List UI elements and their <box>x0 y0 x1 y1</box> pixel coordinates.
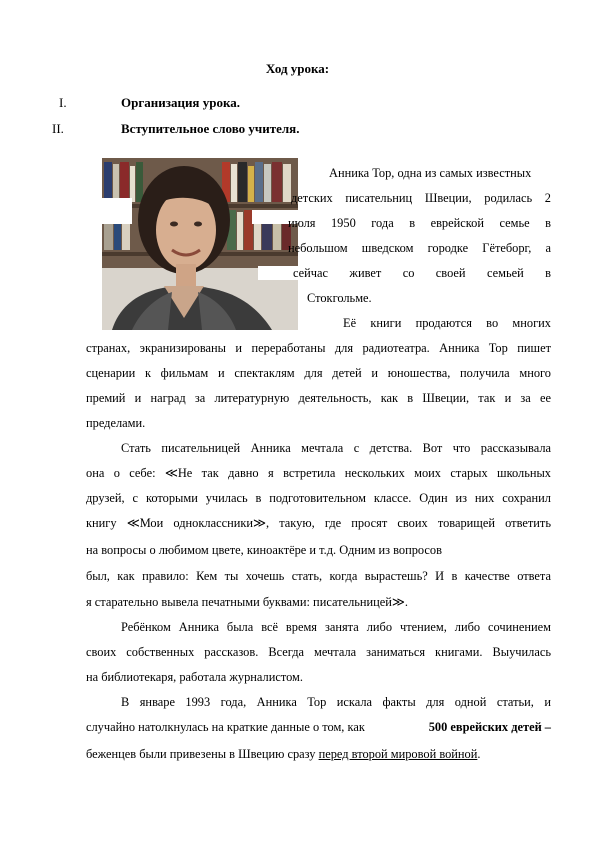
para1-line-6: Стокгольме. <box>307 291 372 305</box>
author-photo <box>72 158 298 330</box>
outline-number-2: II. <box>52 121 64 136</box>
para1-line-1: Анника Тор, одна из самых известных <box>329 166 532 180</box>
para3-line-6: был, как правило: Кем ты хочешь стать, когда вырастешь? И в качестве ответа <box>86 569 551 583</box>
para4-line-1: Ребёнком Анника была всё время занята либо чтением, либо сочинением <box>121 620 551 634</box>
para5-line-2-text: случайно натолкнулась на краткие данные о том, как <box>86 720 365 734</box>
para3-line-1: Стать писательницей Анника мечтала с детства. Вот что рассказывала <box>121 441 551 455</box>
outline-item-2: Вступительное слово учителя. <box>121 121 300 136</box>
para5-line-2-bold: 500 еврейских детей – <box>428 720 551 734</box>
page-title: Ход урока: <box>265 61 330 76</box>
outline-item-1: Организация урока. <box>121 95 240 110</box>
para1-line-4: небольшом шведском городке Гётеборг, а <box>288 241 551 255</box>
para1-line-5: сейчас живет со своей семьей в <box>293 266 551 280</box>
para2-line-1: Её книги продаются во многих <box>343 316 551 330</box>
para5-line-1: В январе 1993 года, Анника Тор искала факты для одной статьи, и <box>121 695 551 709</box>
para2-line-4: премий и наград за литературную деятельность, как в Швеции, так и за ее <box>86 391 551 405</box>
para5-line-3-text: беженцев были привезены в Швецию сразу <box>86 747 319 761</box>
para2-line-5: пределами. <box>86 416 146 430</box>
para4-line-2: своих собственных рассказов. Всегда мечтала заниматься книгами. Выучилась <box>86 645 551 659</box>
para3-line-2: она о себе: ≪Не так давно я встретила нескольких моих старых школьных <box>86 466 551 480</box>
para1-line-2: детских писательниц Швеции, родилась 2 <box>291 191 551 205</box>
para5-line-2 <box>86 719 551 735</box>
para3-line-4: книгу ≪Мои одноклассники≫, такую, где просят своих товарищей ответить <box>86 516 551 530</box>
para3-line-3: друзей, с которыми училась в подготовительном классе. Один из них сохранил <box>86 491 551 505</box>
para2-line-3: сценарии к фильмам и спектаклям для детей и юношества, получила много <box>86 366 551 380</box>
para3-line-7: я старательно вывела печатными буквами: писательницей≫. <box>86 595 408 609</box>
para1-line-3: июля 1950 года в еврейской семье в <box>288 216 551 230</box>
para4-line-3: на библиотекаря, работала журналистом. <box>86 670 303 684</box>
para5-line-3 <box>86 746 480 762</box>
para2-line-2: странах, экранизированы и переработаны для радиотеатра. Анника Тор пишет <box>86 341 551 355</box>
para5-underlined-phrase: перед второй мировой войной <box>318 747 478 761</box>
para5-line-3-end: . <box>477 747 481 761</box>
para3-line-5: на вопросы о любимом цвете, киноактёре и т.д. Одним из вопросов <box>86 543 442 557</box>
outline-number-1: I. <box>59 95 67 110</box>
portrait-photo-icon <box>72 158 298 330</box>
